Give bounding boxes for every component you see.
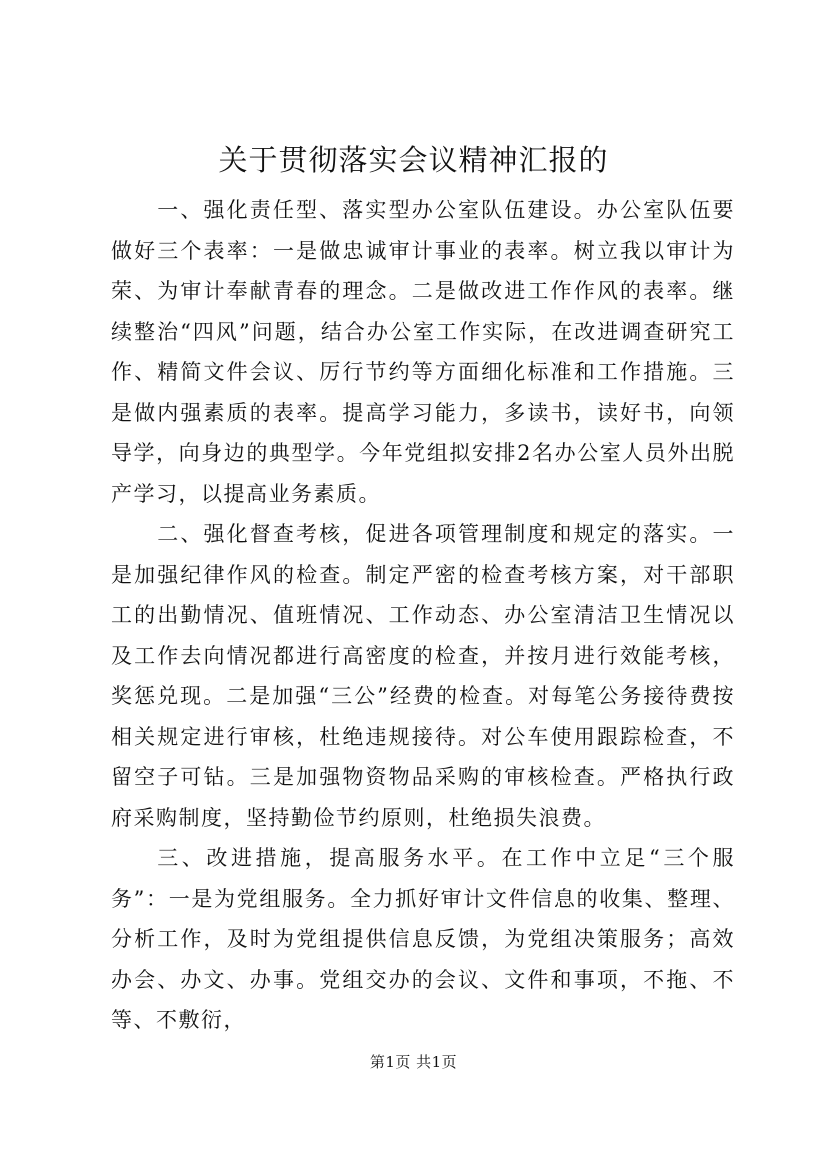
- document-title: 关于贯彻落实会议精神汇报的: [218, 143, 609, 177]
- page-footer: 第1页 共1页: [369, 1053, 458, 1071]
- document-body: [111, 190, 735, 1041]
- paragraph-1: 一、强化责任型、落实型办公室队伍建设。办公室队伍要做好三个表率：一是做忠诚审计事业的表率。树立我以审计为荣、为审计奉献青春的理念。二是做改进工作作风的表率。继续整治“四风”问题，结合办公室工作实际，在改进调查研究工作、精简文件会议、厉行节约等方面细化标准和工作措施。三是做内强素质的表率。提高学习能力，多读书，读好书，向领导学，向身边的典型学。今年党组拟安排2名办公室人员外出脱产学习，以提高业务素质。: [111, 198, 735, 506]
- paragraph-2: 二、强化督查考核，促进各项管理制度和规定的落实。一是加强纪律作风的检查。制定严密的检查考核方案，对干部职工的出勤情况、值班情况、工作动态、办公室清洁卫生情况以及工作去向情况都进行高密度的检查，并按月进行效能考核，奖惩兑现。二是加强“三公”经费的检查。对每笔公务接待费按相关规定进行审核，杜绝违规接待。对公车使用跟踪检查，不留空子可钻。三是加强物资物品采购的审核检查。严格执行政府采购制度，坚持勤俭节约原则，杜绝损失浪费。: [111, 522, 735, 830]
- paragraph-3: 三、改进措施，提高服务水平。在工作中立足“三个服务”：一是为党组服务。全力抓好审计文件信息的收集、整理、分析工作，及时为党组提供信息反馈，为党组决策服务；高效办会、办文、办事。党组交办的会议、文件和事项，不拖、不等、不敷衍，: [111, 846, 735, 1032]
